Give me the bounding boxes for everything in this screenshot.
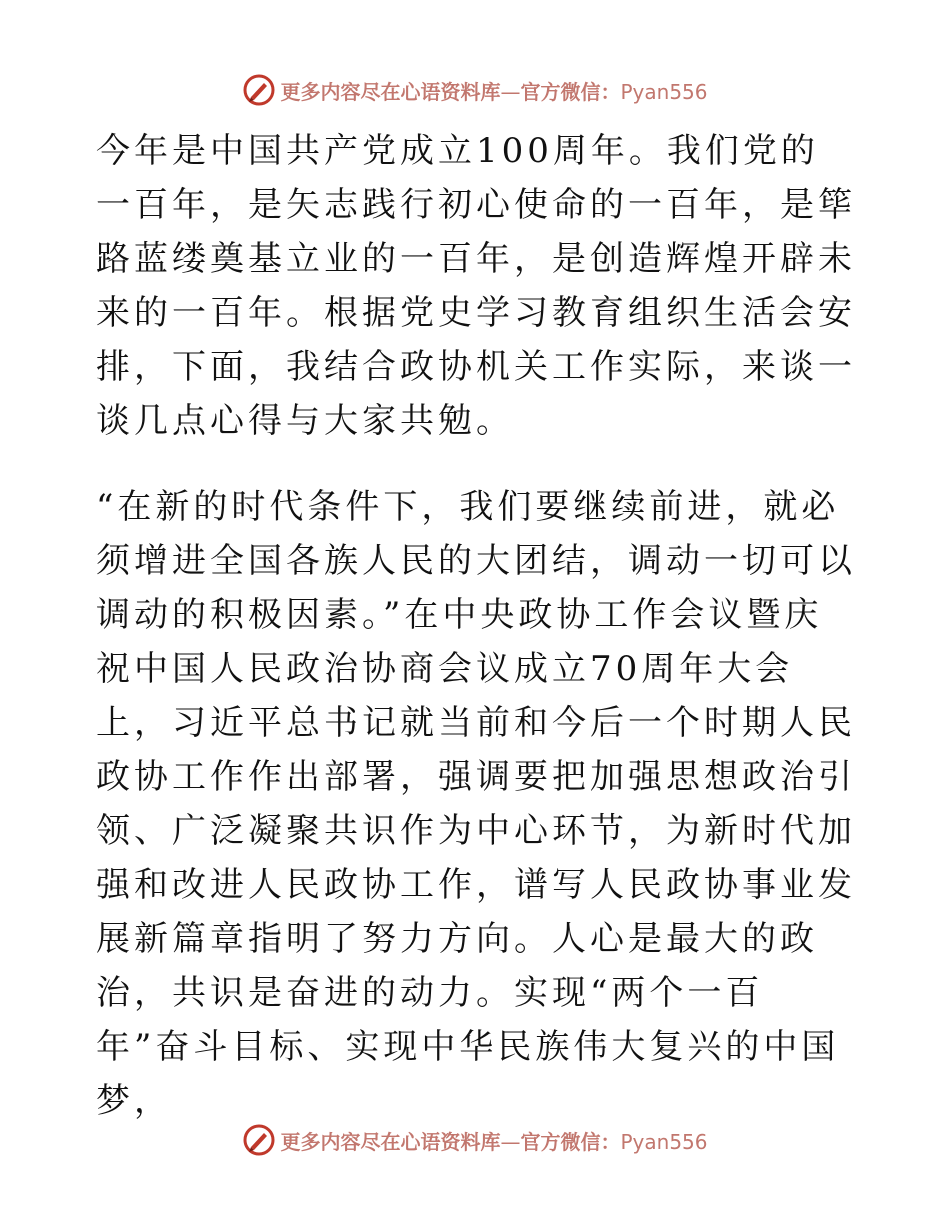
header-banner	[0, 70, 950, 110]
banner-title: 更多内容尽在心语资料库	[280, 79, 501, 104]
wechat-id: Pyan556	[620, 79, 708, 104]
footer-banner	[0, 1120, 950, 1160]
banner-separator: —	[500, 1129, 521, 1154]
paragraph-1: 今年是中国共产党成立100周年。我们党的一百年，是矢志践行初心使命的一百年，是筚路蓝缕奠基立业的一百年，是创造辉煌开辟未来的一百年。根据党史学习教育组织生活会安排，下面，我结合政协机关工作实际，来谈一谈几点心得与大家共勉。	[96, 131, 856, 441]
wechat-label: 官方微信：	[520, 1129, 621, 1154]
wechat-id: Pyan556	[620, 1129, 708, 1154]
paragraph-2: “在新的时代条件下，我们要继续前进，就必须增进全国各族人民的大团结，调动一切可以调动的积极因素。”在中央政协工作会议暨庆祝中国人民政治协商会议成立70周年大会上，习近平总书记就当前和今后一个时期人民政协工作作出部署，强调要把加强思想政治引领、广泛凝聚共识作为中心环节，为新时代加强和改进人民政协工作，谱写人民政协事业发展新篇章指明了努力方向。人心是最大的政治，共识是奋进的动力。实现“两个一百年”奋斗目标、实现中华民族伟大复兴的中国梦，	[96, 487, 856, 1121]
wechat-label: 官方微信：	[520, 79, 621, 104]
pen-logo-icon	[242, 1123, 276, 1157]
pen-logo-icon	[242, 73, 276, 107]
footer-banner-text	[280, 1126, 707, 1155]
document-body	[96, 124, 856, 1128]
banner-separator: —	[500, 79, 521, 104]
header-banner-text	[280, 76, 707, 105]
banner-title: 更多内容尽在心语资料库	[280, 1129, 501, 1154]
